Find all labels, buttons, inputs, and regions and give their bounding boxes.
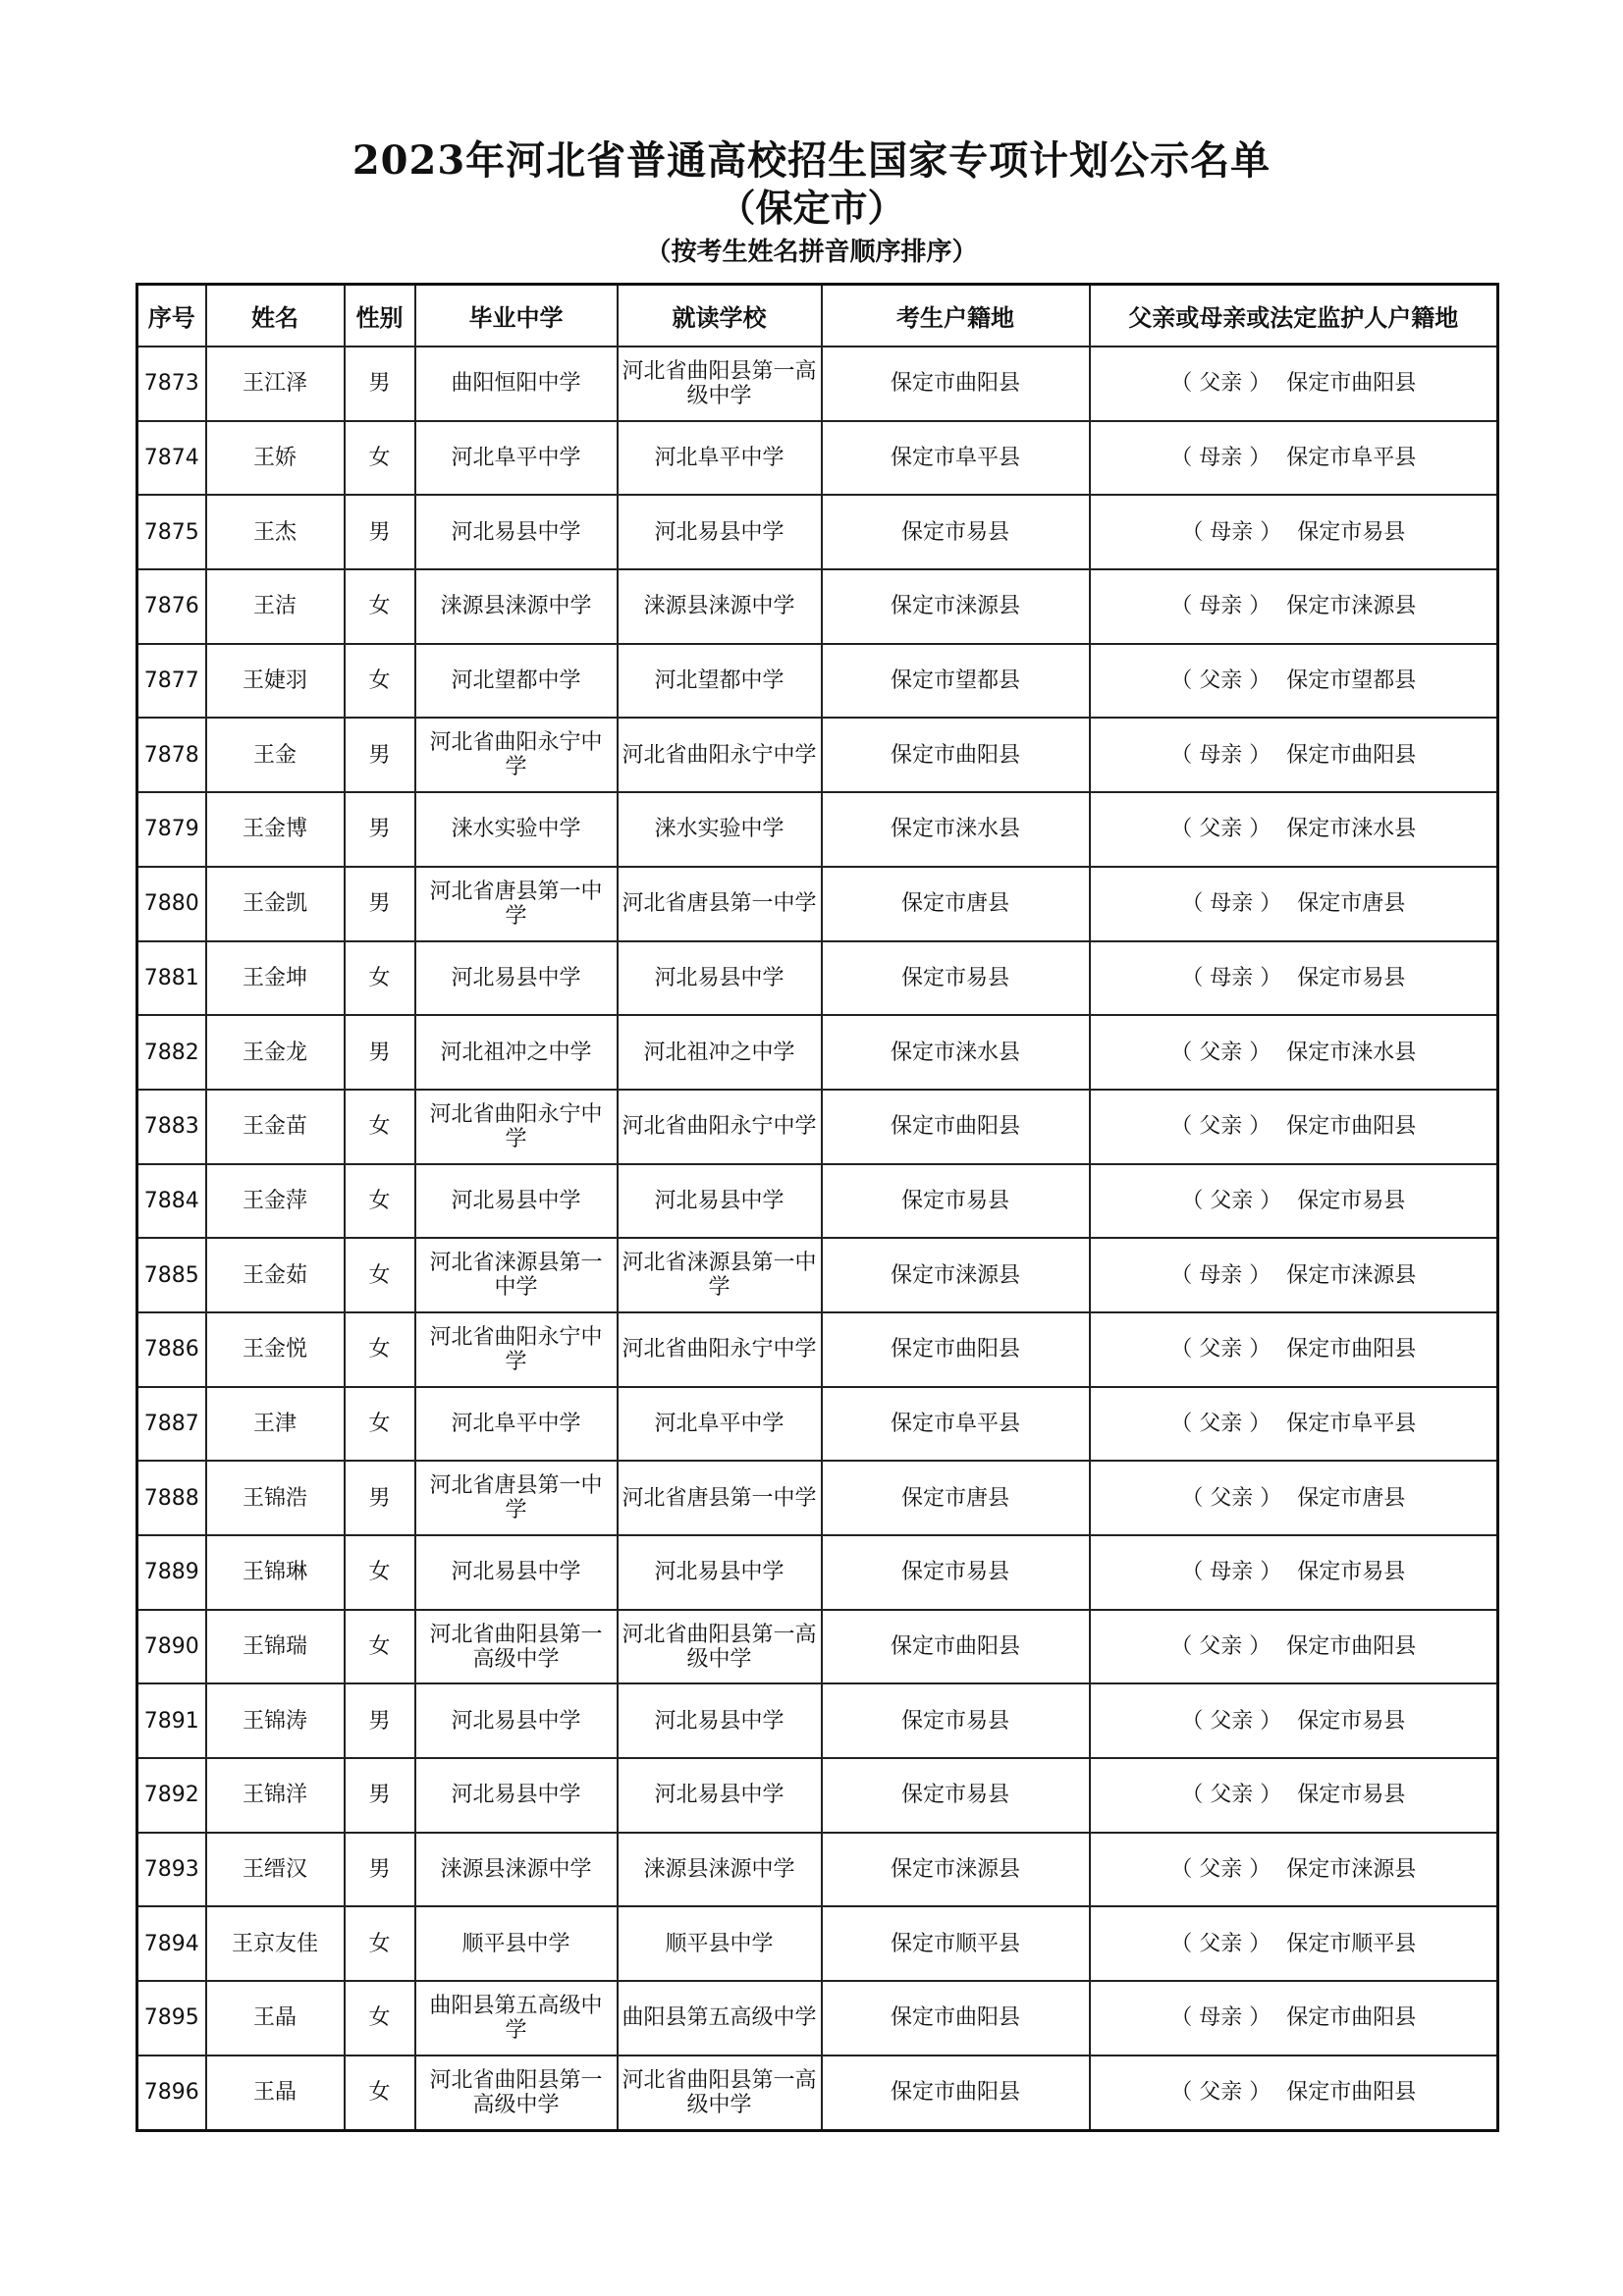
table-row xyxy=(137,1610,1498,1684)
cell-hukou: 保定市易县 xyxy=(822,1758,1090,1833)
table-row xyxy=(137,1683,1498,1758)
column-header-grad-school: 毕业中学 xyxy=(415,285,618,347)
cell-guardian-hukou xyxy=(1090,421,1498,496)
cell-guardian-hukou xyxy=(1090,644,1498,719)
cell-seq: 7875 xyxy=(137,495,206,569)
cell-gender: 女 xyxy=(345,1238,415,1312)
cell-name: 王金凯 xyxy=(206,867,345,941)
guardian-hukou-place: 保定市易县 xyxy=(1297,1783,1406,1808)
cell-hukou: 保定市曲阳县 xyxy=(822,1610,1090,1684)
cell-hukou: 保定市曲阳县 xyxy=(822,1312,1090,1387)
table-row xyxy=(137,718,1498,792)
cell-gender: 女 xyxy=(345,1164,415,1239)
guardian-hukou-place: 保定市阜平县 xyxy=(1286,446,1417,471)
cell-guardian-hukou xyxy=(1090,718,1498,792)
guardian-relation: （ 母亲 ） xyxy=(1181,965,1282,990)
cell-name: 王金龙 xyxy=(206,1015,345,1090)
cell-name: 王锦浩 xyxy=(206,1461,345,1535)
cell-gender: 男 xyxy=(345,1758,415,1833)
guardian-hukou-place: 保定市涞源县 xyxy=(1286,1262,1417,1288)
column-header-hukou: 考生户籍地 xyxy=(822,285,1090,347)
guardian-hukou-place: 保定市顺平县 xyxy=(1286,1931,1417,1956)
cell-hukou: 保定市望都县 xyxy=(822,644,1090,719)
table-row xyxy=(137,941,1498,1016)
cell-grad-school: 河北省涞源县第一中学 xyxy=(415,1238,618,1312)
cell-name: 王晶 xyxy=(206,2056,345,2130)
cell-seq: 7876 xyxy=(137,569,206,644)
cell-hukou: 保定市阜平县 xyxy=(822,421,1090,496)
cell-guardian-hukou xyxy=(1090,1683,1498,1758)
guardian-hukou-place: 保定市涞水县 xyxy=(1286,817,1417,842)
cell-seq: 7896 xyxy=(137,2056,206,2130)
cell-gender: 男 xyxy=(345,1461,415,1535)
cell-guardian-hukou xyxy=(1090,792,1498,867)
guardian-relation: （ 父亲 ） xyxy=(1170,1040,1271,1065)
cell-study-school: 河北易县中学 xyxy=(618,1535,822,1610)
cell-seq: 7882 xyxy=(137,1015,206,1090)
guardian-hukou-place: 保定市阜平县 xyxy=(1286,1411,1417,1436)
cell-study-school: 河北省曲阳县第一高级中学 xyxy=(618,2056,822,2130)
table-body xyxy=(137,347,1498,2130)
cell-name: 王金 xyxy=(206,718,345,792)
cell-grad-school: 河北省曲阳县第一高级中学 xyxy=(415,2056,618,2130)
cell-hukou: 保定市曲阳县 xyxy=(822,718,1090,792)
guardian-hukou-place: 保定市唐县 xyxy=(1297,891,1406,917)
guardian-relation: （ 母亲 ） xyxy=(1181,1560,1282,1585)
roster-table xyxy=(135,283,1499,2132)
cell-guardian-hukou xyxy=(1090,1906,1498,1981)
guardian-relation: （ 母亲 ） xyxy=(1170,446,1271,471)
guardian-relation: （ 父亲 ） xyxy=(1170,817,1271,842)
cell-grad-school: 河北阜平中学 xyxy=(415,421,618,496)
guardian-relation: （ 母亲 ） xyxy=(1170,2005,1271,2031)
guardian-relation: （ 母亲 ） xyxy=(1181,891,1282,917)
cell-grad-school: 河北省曲阳永宁中学 xyxy=(415,1312,618,1387)
column-header-guardian-hukou: 父亲或母亲或法定监护人户籍地 xyxy=(1090,285,1498,347)
cell-seq: 7894 xyxy=(137,1906,206,1981)
cell-guardian-hukou xyxy=(1090,1610,1498,1684)
table-row xyxy=(137,1164,1498,1239)
cell-name: 王洁 xyxy=(206,569,345,644)
cell-seq: 7884 xyxy=(137,1164,206,1239)
cell-gender: 男 xyxy=(345,867,415,941)
table-row xyxy=(137,1981,1498,2056)
guardian-hukou-place: 保定市曲阳县 xyxy=(1286,1114,1417,1140)
cell-seq: 7889 xyxy=(137,1535,206,1610)
cell-gender: 女 xyxy=(345,1535,415,1610)
cell-hukou: 保定市唐县 xyxy=(822,867,1090,941)
cell-gender: 女 xyxy=(345,421,415,496)
table-header-row xyxy=(137,285,1498,347)
guardian-relation: （ 父亲 ） xyxy=(1170,1114,1271,1140)
guardian-hukou-place: 保定市曲阳县 xyxy=(1286,371,1417,397)
cell-guardian-hukou xyxy=(1090,495,1498,569)
cell-hukou: 保定市易县 xyxy=(822,1164,1090,1239)
guardian-relation: （ 父亲 ） xyxy=(1181,1485,1282,1511)
table-row xyxy=(137,2056,1498,2130)
guardian-relation: （ 父亲 ） xyxy=(1170,2080,1271,2106)
cell-gender: 男 xyxy=(345,1833,415,1907)
cell-name: 王杰 xyxy=(206,495,345,569)
cell-seq: 7892 xyxy=(137,1758,206,1833)
table-row xyxy=(137,792,1498,867)
guardian-relation: （ 母亲 ） xyxy=(1170,742,1271,768)
cell-name: 王金茹 xyxy=(206,1238,345,1312)
table-row xyxy=(137,1015,1498,1090)
sort-note: （按考生姓名拼音顺序排序） xyxy=(645,238,978,267)
cell-name: 王晶 xyxy=(206,1981,345,2056)
cell-name: 王京友佳 xyxy=(206,1906,345,1981)
guardian-hukou-place: 保定市易县 xyxy=(1297,1188,1406,1213)
cell-study-school: 河北省曲阳永宁中学 xyxy=(618,718,822,792)
cell-hukou: 保定市易县 xyxy=(822,1683,1090,1758)
column-header-seq: 序号 xyxy=(137,285,206,347)
guardian-relation: （ 父亲 ） xyxy=(1181,1783,1282,1808)
guardian-relation: （ 父亲 ） xyxy=(1170,1634,1271,1660)
column-header-gender: 性别 xyxy=(345,285,415,347)
cell-grad-school: 河北易县中学 xyxy=(415,1758,618,1833)
cell-seq: 7886 xyxy=(137,1312,206,1387)
column-header-study-school: 就读学校 xyxy=(618,285,822,347)
page-subtitle-city: （保定市） xyxy=(718,186,905,230)
guardian-hukou-place: 保定市曲阳县 xyxy=(1286,1337,1417,1362)
cell-seq: 7885 xyxy=(137,1238,206,1312)
cell-grad-school: 河北省唐县第一中学 xyxy=(415,867,618,941)
cell-seq: 7881 xyxy=(137,941,206,1016)
cell-name: 王锦琳 xyxy=(206,1535,345,1610)
guardian-relation: （ 母亲 ） xyxy=(1170,1262,1271,1288)
cell-hukou: 保定市曲阳县 xyxy=(822,2056,1090,2130)
cell-seq: 7887 xyxy=(137,1387,206,1462)
cell-gender: 女 xyxy=(345,1312,415,1387)
cell-gender: 男 xyxy=(345,1015,415,1090)
cell-study-school: 河北祖冲之中学 xyxy=(618,1015,822,1090)
table-row xyxy=(137,1461,1498,1535)
cell-name: 王缙汉 xyxy=(206,1833,345,1907)
cell-study-school: 河北阜平中学 xyxy=(618,1387,822,1462)
cell-guardian-hukou xyxy=(1090,941,1498,1016)
cell-gender: 女 xyxy=(345,1981,415,2056)
guardian-hukou-place: 保定市曲阳县 xyxy=(1286,2005,1417,2031)
cell-gender: 女 xyxy=(345,644,415,719)
cell-guardian-hukou xyxy=(1090,569,1498,644)
cell-seq: 7874 xyxy=(137,421,206,496)
cell-study-school: 河北省曲阳永宁中学 xyxy=(618,1090,822,1164)
cell-name: 王金博 xyxy=(206,792,345,867)
cell-guardian-hukou xyxy=(1090,1238,1498,1312)
cell-grad-school: 曲阳恒阳中学 xyxy=(415,347,618,421)
cell-guardian-hukou xyxy=(1090,867,1498,941)
guardian-hukou-place: 保定市曲阳县 xyxy=(1286,742,1417,768)
guardian-hukou-place: 保定市易县 xyxy=(1297,965,1406,990)
guardian-relation: （ 母亲 ） xyxy=(1170,594,1271,619)
cell-guardian-hukou xyxy=(1090,2056,1498,2130)
guardian-hukou-place: 保定市涞源县 xyxy=(1286,594,1417,619)
cell-guardian-hukou xyxy=(1090,1833,1498,1907)
cell-gender: 男 xyxy=(345,495,415,569)
cell-hukou: 保定市顺平县 xyxy=(822,1906,1090,1981)
cell-name: 王津 xyxy=(206,1387,345,1462)
guardian-relation: （ 父亲 ） xyxy=(1170,1337,1271,1362)
guardian-relation: （ 父亲 ） xyxy=(1181,1188,1282,1213)
cell-name: 王娇 xyxy=(206,421,345,496)
table-row xyxy=(137,347,1498,421)
cell-study-school: 涞源县涞源中学 xyxy=(618,1833,822,1907)
cell-gender: 女 xyxy=(345,2056,415,2130)
cell-grad-school: 河北易县中学 xyxy=(415,1164,618,1239)
guardian-hukou-place: 保定市望都县 xyxy=(1286,668,1417,694)
cell-seq: 7890 xyxy=(137,1610,206,1684)
cell-grad-school: 河北省曲阳永宁中学 xyxy=(415,1090,618,1164)
cell-gender: 男 xyxy=(345,792,415,867)
cell-gender: 女 xyxy=(345,1090,415,1164)
cell-study-school: 涞水实验中学 xyxy=(618,792,822,867)
cell-grad-school: 河北阜平中学 xyxy=(415,1387,618,1462)
cell-gender: 男 xyxy=(345,347,415,421)
cell-gender: 男 xyxy=(345,1683,415,1758)
cell-name: 王江泽 xyxy=(206,347,345,421)
guardian-relation: （ 父亲 ） xyxy=(1170,1931,1271,1956)
cell-study-school: 顺平县中学 xyxy=(618,1906,822,1981)
cell-study-school: 河北省曲阳县第一高级中学 xyxy=(618,1610,822,1684)
cell-grad-school: 涞水实验中学 xyxy=(415,792,618,867)
guardian-hukou-place: 保定市涞源县 xyxy=(1286,1857,1417,1883)
table-row xyxy=(137,1387,1498,1462)
cell-grad-school: 河北易县中学 xyxy=(415,941,618,1016)
cell-seq: 7893 xyxy=(137,1833,206,1907)
cell-gender: 女 xyxy=(345,1387,415,1462)
cell-study-school: 河北省唐县第一中学 xyxy=(618,867,822,941)
cell-grad-school: 河北省曲阳永宁中学 xyxy=(415,718,618,792)
cell-grad-school: 河北易县中学 xyxy=(415,1683,618,1758)
cell-grad-school: 涞源县涞源中学 xyxy=(415,1833,618,1907)
cell-grad-school: 曲阳县第五高级中学 xyxy=(415,1981,618,2056)
cell-study-school: 河北易县中学 xyxy=(618,1683,822,1758)
cell-study-school: 河北省曲阳永宁中学 xyxy=(618,1312,822,1387)
guardian-hukou-place: 保定市易县 xyxy=(1297,1708,1406,1734)
cell-name: 王金苗 xyxy=(206,1090,345,1164)
guardian-relation: （ 母亲 ） xyxy=(1181,519,1282,545)
table-row xyxy=(137,1090,1498,1164)
cell-grad-school: 河北祖冲之中学 xyxy=(415,1015,618,1090)
cell-hukou: 保定市唐县 xyxy=(822,1461,1090,1535)
cell-hukou: 保定市涞水县 xyxy=(822,792,1090,867)
cell-study-school: 涞源县涞源中学 xyxy=(618,569,822,644)
cell-study-school: 河北望都中学 xyxy=(618,644,822,719)
cell-guardian-hukou xyxy=(1090,1164,1498,1239)
cell-guardian-hukou xyxy=(1090,347,1498,421)
guardian-relation: （ 父亲 ） xyxy=(1170,371,1271,397)
cell-study-school: 河北省涞源县第一中学 xyxy=(618,1238,822,1312)
cell-hukou: 保定市阜平县 xyxy=(822,1387,1090,1462)
cell-hukou: 保定市涞源县 xyxy=(822,1833,1090,1907)
cell-seq: 7878 xyxy=(137,718,206,792)
cell-gender: 女 xyxy=(345,1906,415,1981)
cell-name: 王婕羽 xyxy=(206,644,345,719)
table-row xyxy=(137,569,1498,644)
cell-guardian-hukou xyxy=(1090,1387,1498,1462)
cell-study-school: 河北省唐县第一中学 xyxy=(618,1461,822,1535)
guardian-hukou-place: 保定市曲阳县 xyxy=(1286,2080,1417,2106)
cell-gender: 女 xyxy=(345,941,415,1016)
table-row xyxy=(137,421,1498,496)
cell-name: 王锦瑞 xyxy=(206,1610,345,1684)
cell-name: 王金悦 xyxy=(206,1312,345,1387)
cell-hukou: 保定市涞源县 xyxy=(822,1238,1090,1312)
cell-hukou: 保定市曲阳县 xyxy=(822,347,1090,421)
cell-hukou: 保定市易县 xyxy=(822,495,1090,569)
guardian-relation: （ 父亲 ） xyxy=(1181,1708,1282,1734)
guardian-hukou-place: 保定市易县 xyxy=(1297,1560,1406,1585)
cell-grad-school: 涞源县涞源中学 xyxy=(415,569,618,644)
table-row xyxy=(137,1833,1498,1907)
cell-guardian-hukou xyxy=(1090,1015,1498,1090)
cell-hukou: 保定市易县 xyxy=(822,1535,1090,1610)
column-header-name: 姓名 xyxy=(206,285,345,347)
cell-guardian-hukou xyxy=(1090,1758,1498,1833)
cell-hukou: 保定市涞源县 xyxy=(822,569,1090,644)
table-row xyxy=(137,1758,1498,1833)
cell-hukou: 保定市曲阳县 xyxy=(822,1981,1090,2056)
cell-guardian-hukou xyxy=(1090,1535,1498,1610)
cell-hukou: 保定市易县 xyxy=(822,941,1090,1016)
guardian-hukou-place: 保定市易县 xyxy=(1297,519,1406,545)
guardian-relation: （ 父亲 ） xyxy=(1170,1411,1271,1436)
cell-gender: 女 xyxy=(345,569,415,644)
cell-seq: 7879 xyxy=(137,792,206,867)
cell-seq: 7880 xyxy=(137,867,206,941)
cell-hukou: 保定市涞水县 xyxy=(822,1015,1090,1090)
cell-grad-school: 河北易县中学 xyxy=(415,1535,618,1610)
cell-grad-school: 河北易县中学 xyxy=(415,495,618,569)
cell-guardian-hukou xyxy=(1090,1090,1498,1164)
cell-guardian-hukou xyxy=(1090,1981,1498,2056)
cell-study-school: 河北易县中学 xyxy=(618,1164,822,1239)
cell-guardian-hukou xyxy=(1090,1461,1498,1535)
cell-name: 王锦涛 xyxy=(206,1683,345,1758)
cell-seq: 7888 xyxy=(137,1461,206,1535)
cell-hukou: 保定市曲阳县 xyxy=(822,1090,1090,1164)
cell-study-school: 河北省曲阳县第一高级中学 xyxy=(618,347,822,421)
table-row xyxy=(137,1312,1498,1387)
guardian-hukou-place: 保定市唐县 xyxy=(1297,1485,1406,1511)
table-row xyxy=(137,644,1498,719)
cell-grad-school: 河北省曲阳县第一高级中学 xyxy=(415,1610,618,1684)
cell-study-school: 河北易县中学 xyxy=(618,1758,822,1833)
table-row xyxy=(137,1238,1498,1312)
table-row xyxy=(137,867,1498,941)
cell-seq: 7877 xyxy=(137,644,206,719)
cell-guardian-hukou xyxy=(1090,1312,1498,1387)
guardian-relation: （ 父亲 ） xyxy=(1170,1857,1271,1883)
cell-seq: 7895 xyxy=(137,1981,206,2056)
cell-seq: 7873 xyxy=(137,347,206,421)
table-row xyxy=(137,1906,1498,1981)
cell-study-school: 河北易县中学 xyxy=(618,495,822,569)
cell-gender: 女 xyxy=(345,1610,415,1684)
guardian-hukou-place: 保定市曲阳县 xyxy=(1286,1634,1417,1660)
cell-study-school: 曲阳县第五高级中学 xyxy=(618,1981,822,2056)
cell-grad-school: 顺平县中学 xyxy=(415,1906,618,1981)
cell-study-school: 河北易县中学 xyxy=(618,941,822,1016)
cell-study-school: 河北阜平中学 xyxy=(618,421,822,496)
page-title: 2023年河北省普通高校招生国家专项计划公示名单 xyxy=(352,137,1271,184)
cell-seq: 7883 xyxy=(137,1090,206,1164)
cell-name: 王锦洋 xyxy=(206,1758,345,1833)
cell-name: 王金坤 xyxy=(206,941,345,1016)
table-row xyxy=(137,495,1498,569)
cell-name: 王金萍 xyxy=(206,1164,345,1239)
cell-grad-school: 河北省唐县第一中学 xyxy=(415,1461,618,1535)
guardian-hukou-place: 保定市涞水县 xyxy=(1286,1040,1417,1065)
cell-seq: 7891 xyxy=(137,1683,206,1758)
table-row xyxy=(137,1535,1498,1610)
guardian-relation: （ 父亲 ） xyxy=(1170,668,1271,694)
cell-gender: 男 xyxy=(345,718,415,792)
cell-grad-school: 河北望都中学 xyxy=(415,644,618,719)
